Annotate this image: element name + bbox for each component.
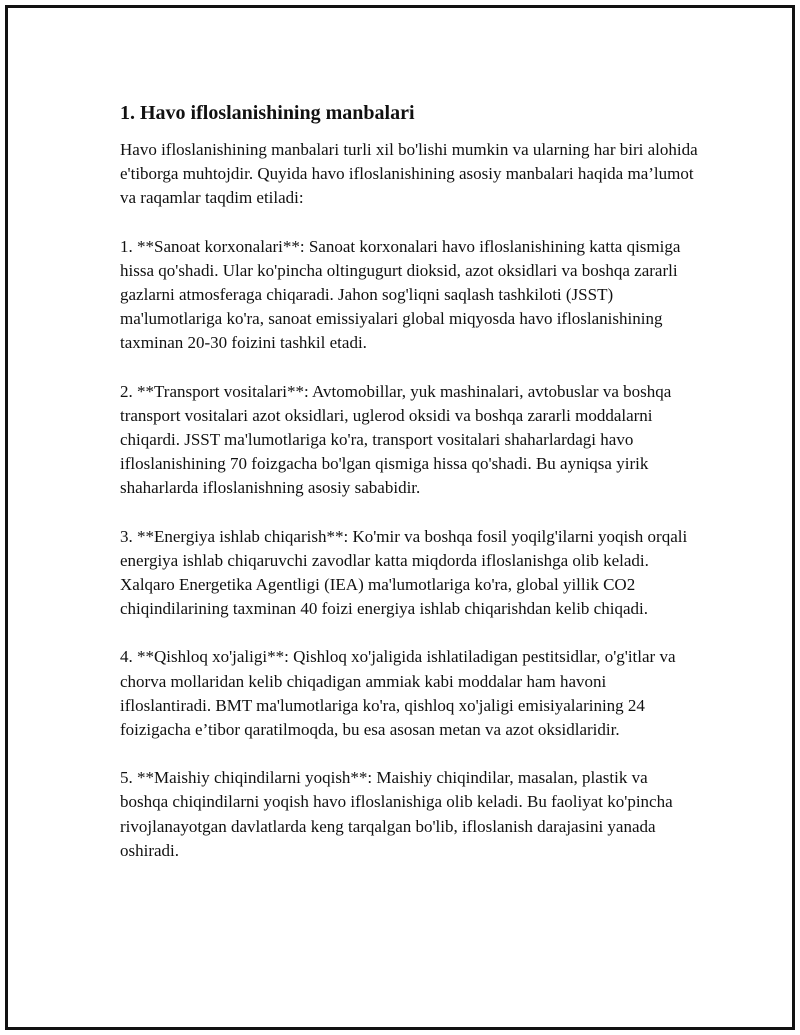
paragraph-waste-burning: 5. **Maishiy chiqindilarni yoqish**: Maishiy chiqindilar, masalan, plastik va boshqa chiqindilarni yoqish havo ifloslanishiga olib keladi. Bu faoliyat ko'pincha rivojlanayotgan davlatlarda keng tarqalgan bo'lib, ifloslanish darajasini yanada oshiradi. [120,768,673,860]
intro-paragraph: Havo ifloslanishining manbalari turli xil bo'lishi mumkin va ularning har biri alohida e'tiborga muhtojdir. Quyida havo ifloslanishining asosiy manbalari haqida ma’lumot va raqamlar taqdim etiladi: [120,140,698,208]
section-heading: 1. Havo ifloslanishining manbalari [120,102,415,124]
paragraph-energy: 3. **Energiya ishlab chiqarish**: Ko'mir va boshqa fosil yoqilg'ilarni yoqish orqali energiya ishlab chiqaruvchi zavodlar katta miqdorda ifloslanishga olib keladi. Xalqaro Energetika Agentligi (IEA) ma'lumotlariga ko'ra, global yillik CO2 chiqindilarining taxminan 40 foizi energiya ishlab chiqarishdan kelib chiqadi. [120,526,688,619]
paragraph-transport: 2. **Transport vositalari**: Avtomobillar, yuk mashinalari, avtobuslar va boshqa transport vositalari azot oksidlari, uglerod oksidi va boshqa zararli moddalarni chiqardi. JSST ma'lumotlariga ko'ra, transport vositalari shaharlardagi havo ifloslanishining 70 foizgacha bo'lgan qismiga hissa qo'shadi. Bu ayniqsa yirik shaharlarda ifloslanishning asosiy sababidir. [120,381,672,498]
page-frame [5,5,795,1030]
paragraph-industry: 1. **Sanoat korxonalari**: Sanoat korxonalari havo ifloslanishining katta qismiga hissa qo'shadi. Ular ko'pincha oltingugurt dioksid, azot oksidlari va boshqa zararli gazlarni atmosferaga chiqaradi. Jahon sog'liqni saqlash tashkiloti (JSST) ma'lumotlariga ko'ra, sanoat emissiyalari global miqyosda havo ifloslanishining taxminan 20-30 foizini tashkil etadi. [120,236,681,353]
paragraph-agriculture: 4. **Qishloq xo'jaligi**: Qishloq xo'jaligida ishlatiladigan pestitsidlar, o'g'itlar va chorva mollaridan kelib chiqadigan ammiak kabi moddalar ham havoni ifloslantiradi. BMT ma'lumotlariga ko'ra, qishloq xo'jaligi emisiyalarining 24 foizigacha e’tibor qaratilmoqda, bu esa asosan metan va azot oksidlaridir. [120,647,676,740]
document-body [120,100,700,887]
